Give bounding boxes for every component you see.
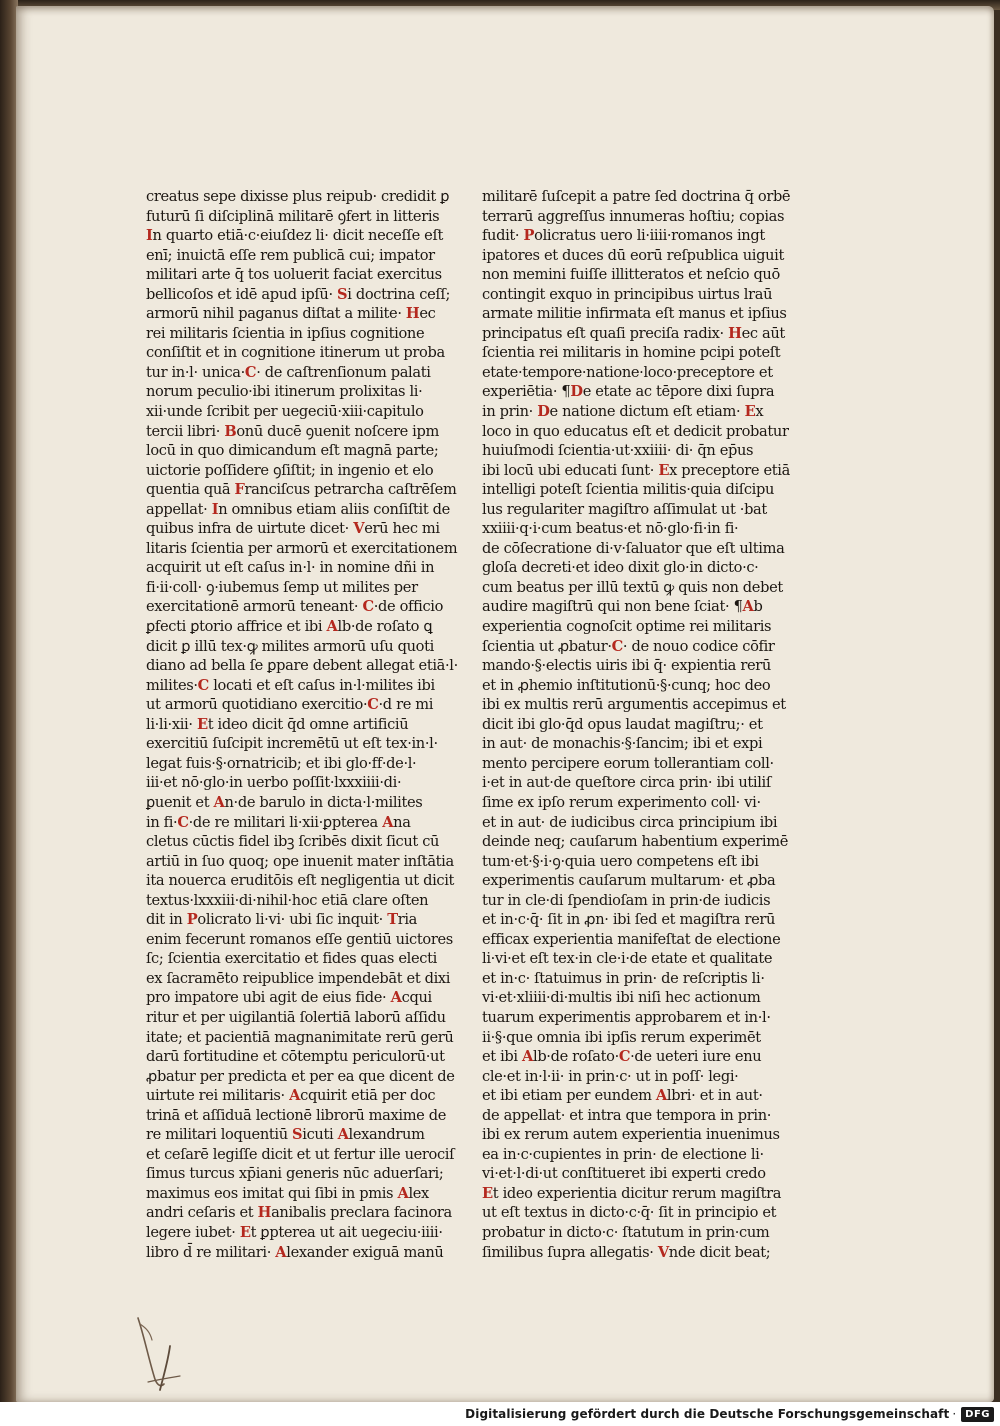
- text-line: efficax experientia manifeſtat de electione: [482, 930, 781, 948]
- text-line: in aut· de monachis·§·ſancim; ibi et expi: [482, 735, 763, 753]
- text-line: acquirit ut eſt caſus in·l· in nomine dñi in: [146, 559, 435, 577]
- text-line: et in·c·q̄· ſit in ꝓn· ibi ſed et magiſtra rerū: [482, 911, 776, 929]
- text-line: textus·lxxxiii·di·nihil·hoc etiā clare oſten: [146, 891, 429, 909]
- text-line: non memini fuiſſe illitteratos et neſcio quō: [482, 266, 780, 284]
- text-line: legat fuis·§·ornatricib; et ibi glo·ff·de·l·: [146, 754, 417, 772]
- rubricated-initial: H: [257, 1204, 272, 1222]
- text-line: militari arte q̄ tos uoluerit faciat exercitus: [146, 266, 442, 284]
- text-line: vi·et·xliiii·di·multis ibi niſi hec actionum: [482, 989, 761, 1007]
- rubricated-initial: C: [244, 363, 257, 381]
- text-line: ex ſacramēto reipublice impendebāt et dixi: [146, 969, 451, 987]
- text-line: ea in·c·cupientes in prin· de electione li·: [482, 1145, 764, 1163]
- text-line: probatur in dicto·c· ſtatutum in prin·cum: [482, 1223, 770, 1241]
- text-line: exercitationē armorū teneant· C·de officio: [146, 598, 444, 616]
- text-line: ſimilibus ſupra allegatis· Vnde dicit beat;: [482, 1243, 771, 1261]
- text-line: et in ꝓhemio inſtitutionū·§·cunq; hoc deo: [482, 676, 771, 694]
- text-line: intelligi poteſt ſcientia militis·quia diſcipu: [482, 481, 775, 499]
- text-line: ut eſt textus in dicto·c·q̄· ſit in principio et: [482, 1204, 777, 1222]
- rubricated-initial: E: [196, 715, 208, 733]
- footer-separator: ·: [952, 1407, 957, 1421]
- manuscript-page: [16, 6, 994, 1402]
- text-line: armate militie infirmata eſt manus et ipſius: [482, 305, 787, 323]
- text-line: dicit ibi glo·q̄d opus laudat magiſtru;· et: [482, 715, 763, 733]
- rubricated-initial: P: [523, 227, 535, 245]
- text-line: ſc; ſcientia exercitatio et fides quas electi: [146, 950, 437, 968]
- text-line: legere iubet· Et ꝑpterea ut ait uegeciu·iiii·: [146, 1223, 443, 1241]
- text-line: mento percipere eorum tollerantiam coll·: [482, 754, 774, 772]
- text-column-left: [146, 187, 458, 1262]
- text-line: fi·ii·coll· ꝯ·iubemus ſemp ut milites per: [146, 578, 418, 596]
- text-line: exercitiū ſuſcipit incremētū ut eſt tex·in·l·: [146, 735, 438, 753]
- rubricated-initial: C: [197, 676, 209, 694]
- text-line: tum·et·§·i·ꝯ·quia uero competens eſt ibi: [482, 852, 759, 870]
- text-line: quentia quā Franciſcus petrarcha caſtrēſem: [146, 481, 457, 499]
- text-line: xxiiii·q·i·cum beatus·et nō·glo·fi·in fi·: [482, 520, 739, 538]
- text-line: In quarto etiā·c·eiuſdez li· dicit neceſſe eſt: [146, 227, 444, 245]
- text-line: lus regulariter magiſtro aſſimulat ut ·bat: [482, 500, 767, 518]
- rubricated-initial: H: [728, 324, 742, 342]
- text-line: ibi locū ubi educati ſunt· Ex preceptore etiā: [482, 461, 790, 479]
- text-line: huiuſmodi ſcientia·ut·xxiiii· di· q̄n ep̄us: [482, 442, 754, 460]
- rubricated-initial: F: [234, 481, 245, 499]
- rubricated-initial: C: [367, 696, 379, 714]
- text-line: ꝑfecti ꝑtorio affrice et ibi Alb·de roſato ꝗ: [146, 618, 433, 636]
- text-line: de cōſecratione di·v·ſaluator que eſt ultima: [482, 539, 785, 557]
- rubricated-initial: H: [405, 305, 420, 323]
- text-line: ut armorū quotidiano exercitio·C·d re mi: [146, 696, 434, 714]
- text-line: maximus eos imitat qui ſibi in pmis Alex: [146, 1184, 429, 1202]
- text-line: gloſa decreti·et ideo dixit glo·in dicto·c·: [482, 559, 759, 577]
- text-line: tur in·l· unica·C· de caſtrenſionum palati: [146, 363, 431, 381]
- text-line: artiū in ſuo quoq; ope inuenit mater inſtātia: [146, 852, 454, 870]
- text-line: experientia cognoſcit optime rei militaris: [482, 618, 772, 636]
- text-line: militarē ſuſcepit a patre ſed doctrina q̄ orbē: [482, 188, 791, 205]
- handwritten-pen-mark-icon: [134, 1306, 214, 1396]
- text-line: rei militaris ſcientia in ipſius cognitione: [146, 324, 425, 342]
- rubricated-initial: S: [292, 1126, 303, 1144]
- text-line: li·li·xii· Et ideo dicit q̄d omne artificiū: [146, 715, 409, 733]
- text-line: enī; inuictā eſſe rem publicā cui; impator: [146, 246, 435, 264]
- text-line: milites·C locati et eſt caſus in·l·milites ibi: [146, 676, 435, 694]
- text-line: ſime ex ipſo rerum experimento coll· vi·: [482, 793, 761, 811]
- text-line: ꝑuenit et An·de barulo in dicta·l·milites: [146, 793, 423, 811]
- text-line: vi·et·l·di·ut conſtitueret ibi experti credo: [482, 1165, 766, 1183]
- text-line: experiētia· ¶De etate ac tēpore dixi ſupra: [482, 383, 775, 401]
- text-line: andri ceſaris et Hanibalis preclara facinora: [146, 1204, 452, 1222]
- text-line: itate; et pacientiā magnanimitate rerū gerū: [146, 1028, 454, 1046]
- text-line: i·et in aut·de queſtore circa prin· ibi utiliſ: [482, 774, 771, 792]
- text-line: conſiſtit et in cognitione itinerum ut proba: [146, 344, 445, 362]
- text-line: futurū ſi diſciplinā militarē ꝯfert in litteris: [146, 207, 440, 225]
- rubricated-initial: A: [742, 598, 754, 616]
- text-line: xii·unde ſcribit per uegeciū·xiii·capitulo: [146, 403, 424, 421]
- rubricated-initial: C: [611, 637, 623, 655]
- text-line: creatus sepe dixisse plus reipub· credidit ꝑ: [146, 188, 450, 205]
- text-line: deinde neq; cauſarum habentium experimē: [482, 833, 789, 851]
- rubricated-initial: C: [177, 813, 189, 831]
- text-column-right: [482, 187, 791, 1262]
- text-line: cum beatus per illū textū ꝙ quis non debet: [482, 578, 783, 596]
- footer-credit-text: Digitalisierung gefördert durch die Deutsche Forschungsgemeinschaft: [465, 1407, 950, 1421]
- rubricated-initial: C: [618, 1048, 631, 1066]
- text-line: re militari loquentiū Sicuti Alexandrum: [146, 1126, 425, 1144]
- text-line: cletus cūctis fidel ibꝫ ſcribēs dixit ſicut cū: [146, 833, 440, 851]
- text-line: ita nouerca eruditōis eſt negligentia ut dicit: [146, 872, 455, 890]
- rubricated-initial: C: [362, 598, 374, 616]
- text-line: dicit ꝑ illū tex·ꝙ milites armorū uſu quoti: [146, 637, 434, 655]
- text-line: audire magiſtrū qui non bene ſciat· ¶Ab: [482, 598, 763, 616]
- text-line: principatus eſt quaſi preciſa radix· Hec aūt: [482, 324, 785, 342]
- rubricated-initial: A: [337, 1126, 349, 1144]
- rubricated-initial: D: [570, 383, 583, 401]
- text-line: de appellat· et intra que tempora in prin·: [482, 1106, 772, 1124]
- digitization-footer: [0, 1402, 1000, 1426]
- text-line: cle·et in·l·ii· in prin·c· ut in poſſ· legi·: [482, 1067, 739, 1085]
- rubricated-initial: A: [289, 1087, 301, 1105]
- rubricated-initial: T: [387, 911, 398, 929]
- rubricated-initial: V: [353, 520, 365, 538]
- rubricated-initial: A: [382, 813, 394, 831]
- text-line: experimentis cauſarum multarum· et ꝓba: [482, 872, 776, 890]
- text-line: bellicoſos et idē apud ipſū· Si doctrina ceſſ;: [146, 285, 451, 303]
- text-line: quibus infra de uirtute dicet· Verū hec mi: [146, 520, 440, 538]
- text-line: in prin· De natione dictum eſt etiam· Ex: [482, 403, 764, 421]
- text-line: tercii libri· Bonū ducē ꝯuenit noſcere ipm: [146, 422, 439, 440]
- rubricated-initial: A: [655, 1087, 667, 1105]
- text-line: diano ad bella ſe ꝑpare debent allegat etiā·l·: [146, 657, 458, 675]
- text-line: darū fortitudine et cōtemptu periculorū·ut: [146, 1048, 445, 1066]
- text-line: ibi ex rerum autem experientia inuenimus: [482, 1126, 780, 1144]
- text-line: dit in Policrato li·vi· ubi ſic inquit· Tria: [146, 911, 417, 929]
- rubricated-initial: I: [211, 500, 219, 518]
- rubricated-initial: A: [390, 989, 402, 1007]
- text-line: pro impatore ubi agit de eius fide· Acqui: [146, 989, 432, 1007]
- text-line: terrarū aggreſſus innumeras hoſtiu; copias: [482, 207, 785, 225]
- rubricated-initial: S: [337, 285, 348, 303]
- text-line: appellat· In omnibus etiam aliis conſiſtit de: [146, 500, 450, 518]
- text-line: et in·c· ſtatuimus in prin· de reſcriptis li·: [482, 969, 765, 987]
- text-line: et ibi Alb·de roſato·C·de ueteri iure enu: [482, 1048, 762, 1066]
- text-line: tur in cle·di ſpendioſam in prin·de iudicis: [482, 891, 771, 909]
- text-line: contingit exquo in principibus uirtus lraū: [482, 285, 773, 303]
- rubricated-initial: A: [213, 793, 225, 811]
- text-line: li·vi·et eſt tex·in cle·i·de etate et qualitate: [482, 950, 773, 968]
- rubricated-initial: E: [239, 1223, 251, 1241]
- text-line: et in aut· de iudicibus circa principium ibi: [482, 813, 778, 831]
- rubricated-initial: E: [658, 461, 670, 479]
- rubricated-initial: P: [186, 911, 198, 929]
- text-line: locū in quo dimicandum eſt magnā parte;: [146, 442, 439, 460]
- rubricated-initial: D: [537, 403, 550, 421]
- text-line: iii·et nō·glo·in uerbo poſſit·lxxxiiii·di·: [146, 774, 402, 792]
- rubricated-initial: A: [522, 1048, 533, 1066]
- text-line: ſcientia rei militaris in homine pcipi poteſt: [482, 344, 781, 362]
- text-line: et ceſarē legiſſe dicit et ut fertur ille uerociſ: [146, 1145, 455, 1163]
- text-line: ipatores et duces dū eorū reſpublica uiguit: [482, 246, 784, 264]
- rubricated-initial: A: [326, 618, 338, 636]
- text-line: uictorie poſſidere ꝯſiſtit; in ingenio et elo: [146, 461, 434, 479]
- text-line: trinā et aſſiduā lectionē librorū maxime de: [146, 1106, 447, 1124]
- text-line: tuarum experimentis approbarem et in·l·: [482, 1008, 771, 1026]
- text-line: Et ideo experientia dicitur rerum magiſtra: [482, 1184, 782, 1202]
- text-line: ritur et per uigilantiā ſolertiā laborū aſſidu: [146, 1008, 446, 1026]
- text-line: etate·tempore·natione·loco·preceptore et: [482, 363, 773, 381]
- text-line: libro d̄ re militari· Alexander exiguā manū: [146, 1243, 444, 1261]
- text-line: ꝓbatur per predicta et per ea que dicent de: [146, 1067, 455, 1085]
- rubricated-initial: A: [275, 1243, 287, 1261]
- text-line: loco in quo educatus eſt et dedicit probatur: [482, 422, 789, 440]
- text-line: fudit· Policratus uero li·iiii·romanos ingt: [482, 227, 765, 245]
- rubricated-initial: E: [744, 403, 756, 421]
- dfg-logo-icon[interactable]: DFG: [961, 1407, 994, 1422]
- text-line: uirtute rei militaris· Acquirit etiā per doc: [146, 1087, 436, 1105]
- text-line: norum peculio·ibi itinerum prolixitas li·: [146, 383, 423, 401]
- rubricated-initial: A: [397, 1184, 409, 1202]
- text-line: in fi·C·de re militari li·xii·ꝑpterea Ana: [146, 813, 411, 831]
- text-line: et ibi etiam per eundem Albri· et in aut·: [482, 1087, 763, 1105]
- text-line: litaris ſcientia per armorū et exercitationem: [146, 539, 458, 557]
- text-line: enim fecerunt romanos eſſe gentiū uictores: [146, 930, 453, 948]
- text-line: ſcientia ut ꝓbatur·C· de nouo codice cōfir: [482, 637, 775, 655]
- text-line: ibi ex multis rerū argumentis accepimus et: [482, 696, 786, 714]
- text-line: mando·§·electis uiris ibi q̄· expientia rerū: [482, 657, 771, 675]
- text-line: armorū nihil paganus diſtat a milite· Hec: [146, 305, 436, 323]
- rubricated-initial: B: [224, 422, 237, 440]
- text-line: ii·§·que omnia ibi ipſis rerum experimēt: [482, 1028, 761, 1046]
- text-line: ſimus turcus xp̄iani generis nūc aduerſari;: [146, 1165, 444, 1183]
- rubricated-initial: V: [657, 1243, 669, 1261]
- rubricated-initial: I: [146, 227, 153, 245]
- rubricated-initial: E: [482, 1184, 493, 1202]
